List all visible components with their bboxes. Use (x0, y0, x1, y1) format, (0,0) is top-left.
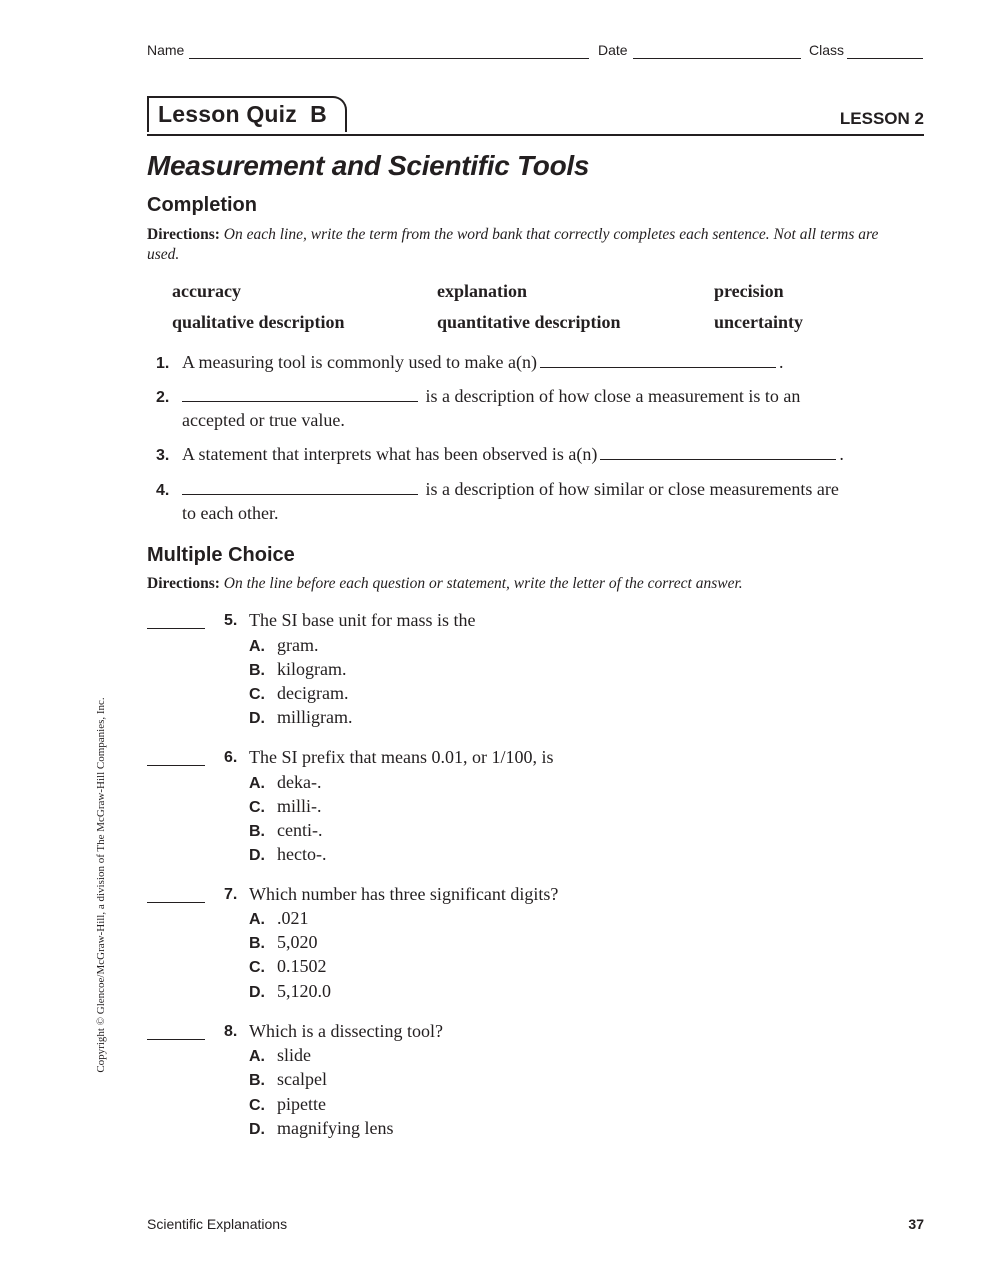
date-label: Date (598, 42, 628, 58)
question-3 (156, 442, 844, 468)
option-letter: B. (249, 935, 265, 952)
word-bank-item: accuracy (172, 281, 241, 301)
option (249, 796, 322, 817)
question-number: 4. (156, 482, 170, 499)
question-number: 7. (224, 886, 238, 903)
word-bank-item: uncertainty (714, 312, 803, 332)
directions-label: Directions: (147, 575, 220, 592)
question-number: 1. (156, 355, 170, 372)
option (249, 1118, 393, 1139)
question-4 (156, 477, 839, 503)
option-text: decigram. (277, 683, 349, 703)
question-text: A measuring tool is commonly used to make a(n) (182, 352, 537, 372)
directions-label: Directions: (147, 226, 220, 243)
answer-blank[interactable] (182, 493, 418, 495)
option-text: hecto-. (277, 844, 327, 864)
question-stem: The SI prefix that means 0.01, or 1/100, is (249, 747, 554, 767)
option-text: centi-. (277, 820, 323, 840)
option-text: kilogram. (277, 659, 347, 679)
option-letter: D. (249, 1121, 265, 1138)
option-letter: A. (249, 911, 265, 928)
option (249, 981, 331, 1002)
question-number: 3. (156, 447, 170, 464)
question-stem: Which is a dissecting tool? (249, 1021, 443, 1041)
option-letter: B. (249, 1072, 265, 1089)
question-text-end: . (839, 444, 844, 464)
question-2 (156, 384, 800, 410)
question-1 (156, 350, 783, 376)
option-letter: B. (249, 823, 265, 840)
question-number: 5. (224, 612, 238, 629)
option-letter: B. (249, 662, 265, 679)
option-text: .021 (277, 908, 309, 928)
lesson-number: LESSON 2 (839, 109, 924, 128)
option (249, 1045, 311, 1066)
option-letter: A. (249, 638, 265, 655)
option-letter: C. (249, 799, 265, 816)
option-letter: D. (249, 710, 265, 727)
option-letter: D. (249, 984, 265, 1001)
option (249, 820, 322, 841)
option-text: 5,120.0 (277, 981, 331, 1001)
answer-line[interactable] (147, 765, 205, 766)
option-text: 0.1502 (277, 956, 327, 976)
date-line[interactable] (633, 58, 801, 59)
multiple-choice-directions (147, 574, 907, 594)
option-letter: A. (249, 775, 265, 792)
question-2-continuation: accepted or true value. (182, 410, 345, 430)
class-label: Class (809, 42, 845, 58)
question-stem: The SI base unit for mass is the (249, 610, 476, 630)
option (249, 1069, 327, 1090)
option (249, 908, 309, 929)
option-letter: A. (249, 1048, 265, 1065)
word-bank-item: precision (714, 281, 784, 301)
word-bank-item: quantitative description (437, 312, 621, 332)
option (249, 956, 327, 977)
multiple-choice-heading: Multiple Choice (147, 544, 295, 566)
copyright-notice: Copyright © Glencoe/McGraw-Hill, a division of The McGraw-Hill Companies, Inc. (95, 697, 107, 1073)
option (249, 932, 318, 953)
name-label: Name (147, 42, 185, 58)
question-text-end: . (778, 352, 784, 372)
option-text: milligram. (277, 707, 353, 727)
class-line[interactable] (847, 58, 923, 59)
directions-text: On the line before each question or statement, write the letter of the correct answer. (223, 575, 743, 592)
option-letter: C. (249, 686, 265, 703)
option (249, 683, 348, 704)
question-stem: Which number has three significant digits? (249, 884, 559, 904)
option-text: deka-. (277, 772, 322, 792)
option-text: 5,020 (277, 932, 318, 952)
option-text: gram. (277, 635, 319, 655)
option-letter: C. (249, 959, 265, 976)
answer-blank[interactable] (600, 458, 836, 460)
option (249, 1094, 326, 1115)
answer-line[interactable] (147, 902, 205, 903)
option (249, 772, 321, 793)
answer-blank[interactable] (540, 366, 776, 368)
question-text: A statement that interprets what has been observed is a(n) (182, 444, 598, 464)
question-number: 6. (224, 749, 238, 766)
option-text: scalpel (277, 1069, 327, 1089)
question-number: 2. (156, 389, 170, 406)
option-letter: C. (249, 1097, 265, 1114)
footer-title: Scientific Explanations (147, 1216, 288, 1232)
word-bank-item: explanation (437, 281, 528, 301)
option (249, 659, 347, 680)
answer-line[interactable] (147, 628, 205, 629)
option-text: slide (277, 1045, 311, 1065)
option-text: pipette (277, 1094, 326, 1114)
question-number: 8. (224, 1023, 238, 1040)
name-line[interactable] (189, 58, 589, 59)
option (249, 844, 326, 865)
header-rule (147, 134, 924, 136)
question-text: is a description of how close a measurement is to an (425, 386, 801, 406)
option-text: magnifying lens (277, 1118, 394, 1138)
completion-directions (147, 225, 907, 265)
question-text: is a description of how similar or close measurements are (425, 479, 839, 499)
option (249, 635, 318, 656)
option-letter: D. (249, 847, 265, 864)
page-title: Measurement and Scientific Tools (147, 150, 590, 181)
answer-line[interactable] (147, 1039, 205, 1040)
option-text: milli-. (277, 796, 322, 816)
directions-text: On each line, write the term from the word bank that correctly completes each sentence. Not all terms are used. (147, 226, 879, 263)
question-4-continuation: to each other. (182, 503, 279, 523)
option (249, 707, 353, 728)
lesson-quiz-title: Lesson Quiz B (158, 101, 327, 127)
answer-blank[interactable] (182, 400, 418, 402)
page-number: 37 (908, 1216, 924, 1232)
completion-heading: Completion (147, 194, 257, 216)
word-bank-item: qualitative description (172, 312, 345, 332)
